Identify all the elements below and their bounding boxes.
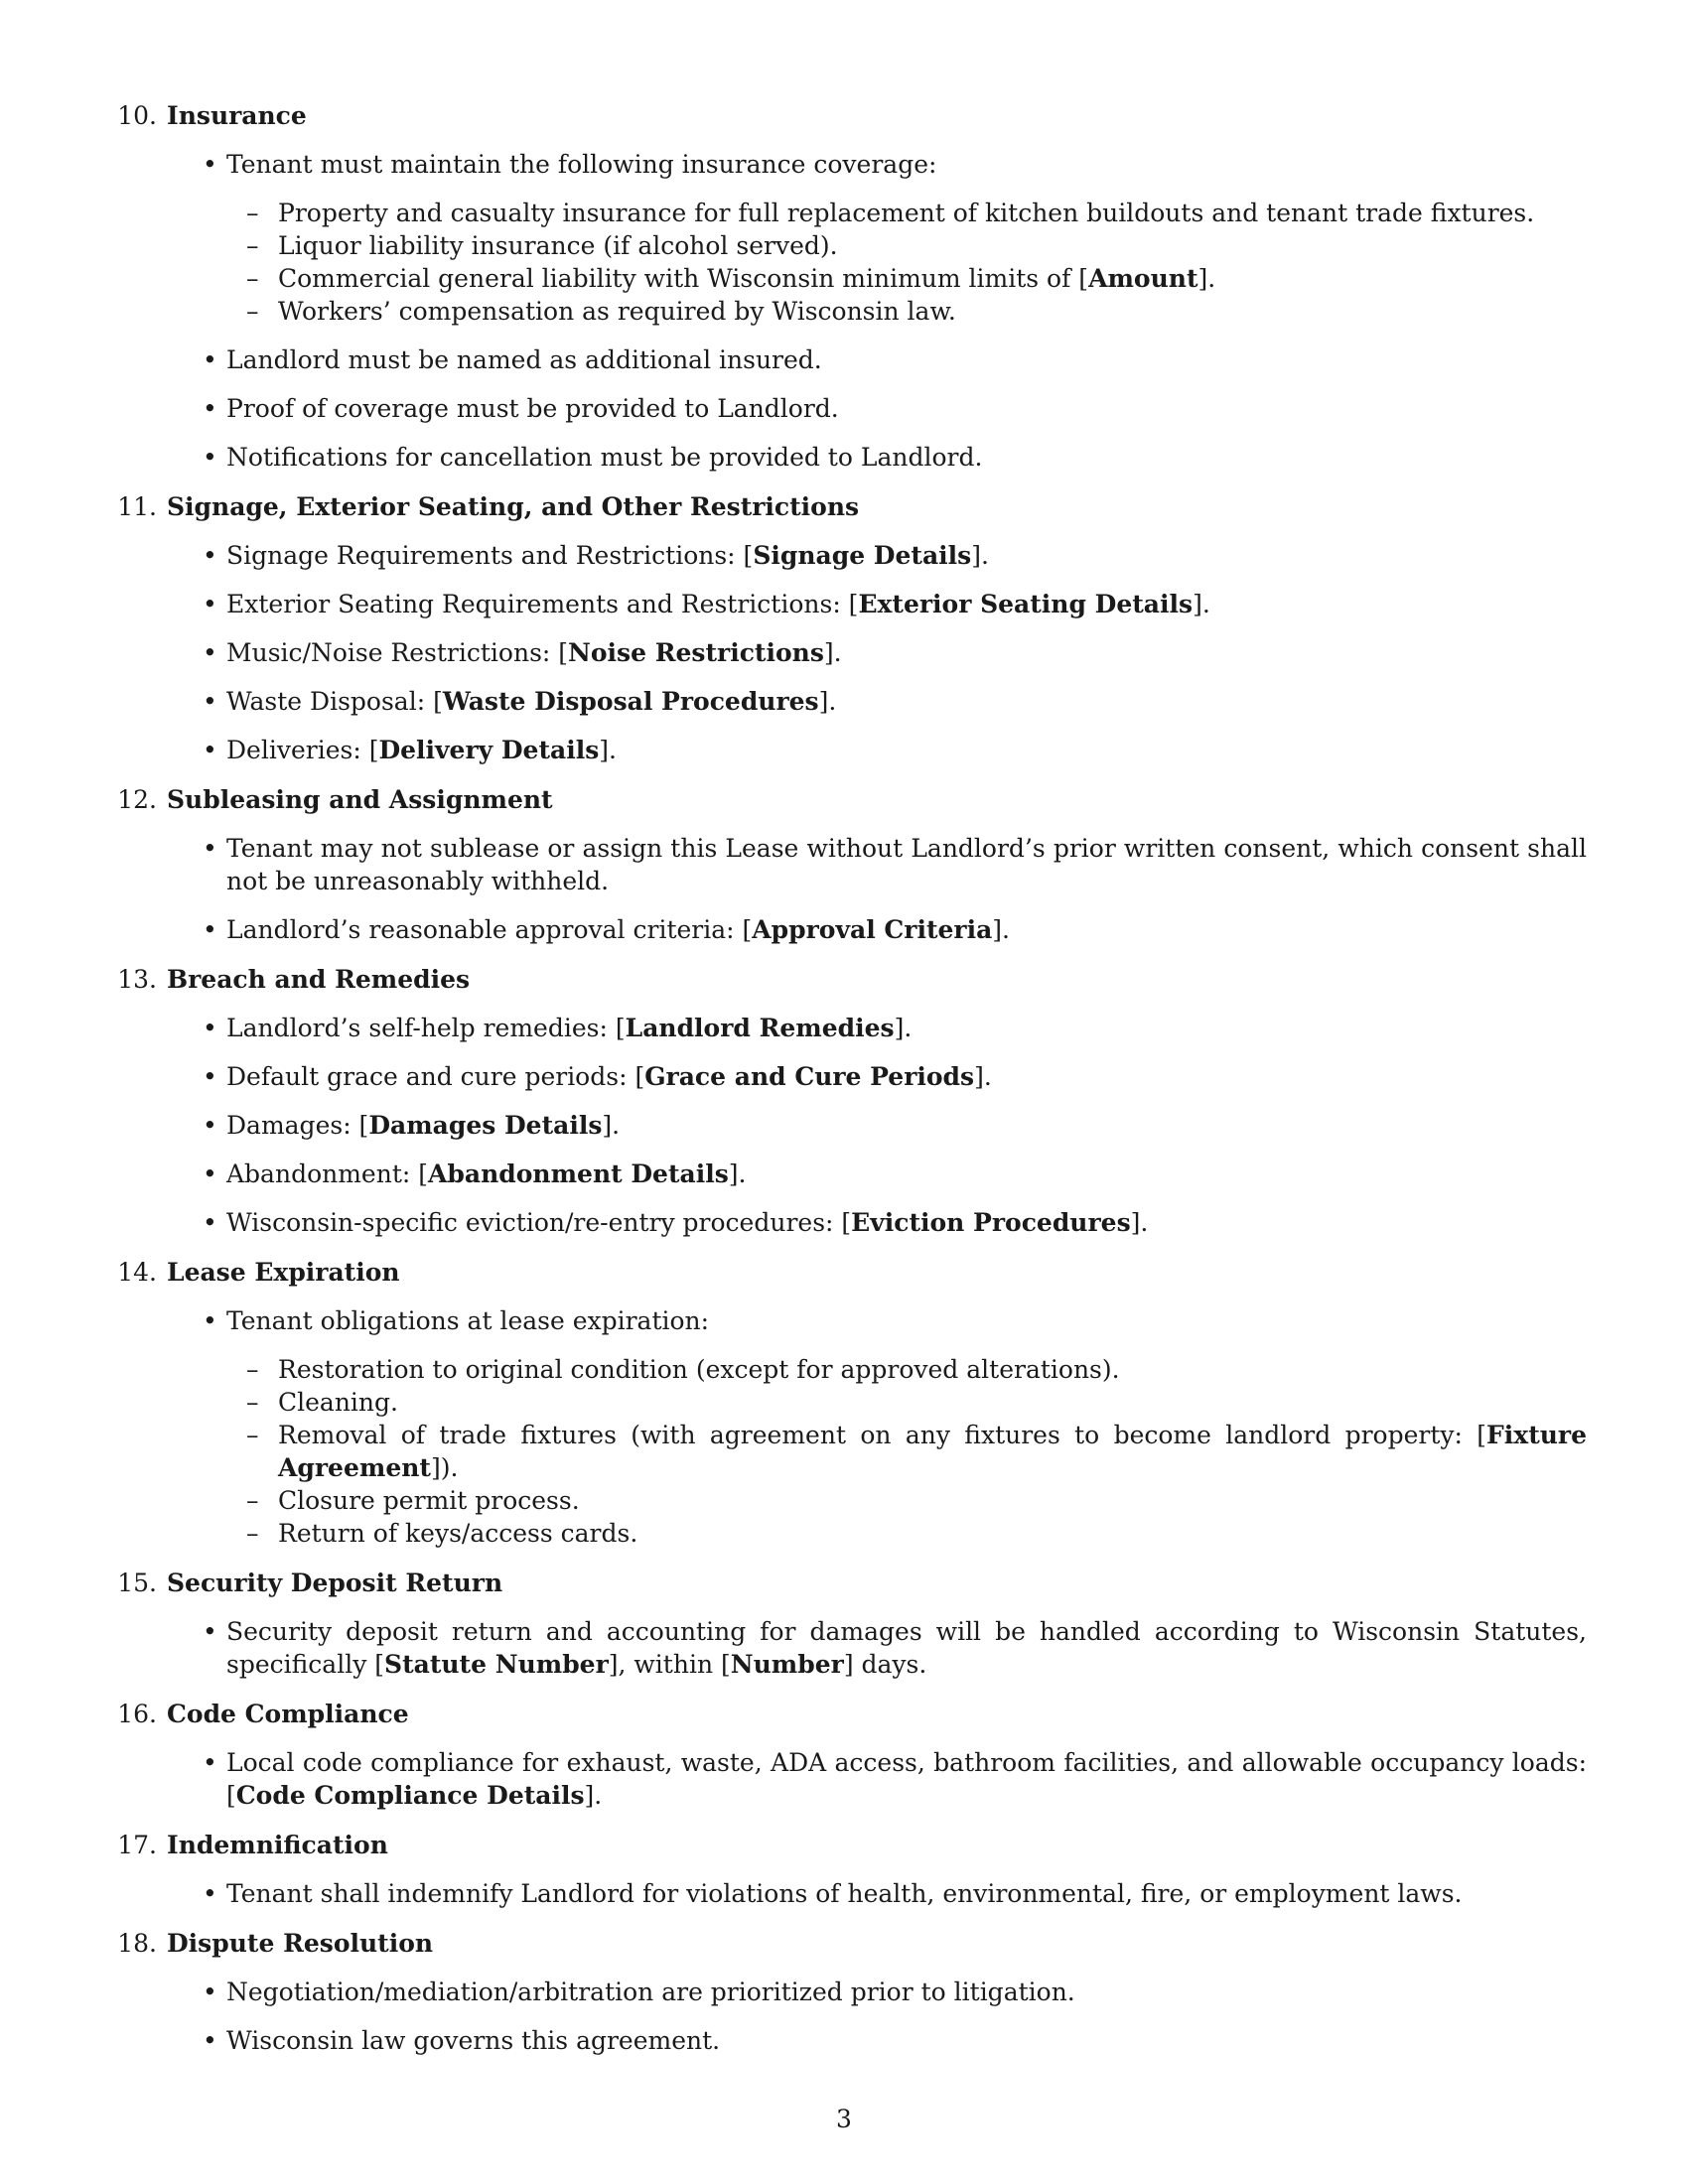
list-item: • Landlord must be named as additional insured. <box>203 345 822 374</box>
bullet-icon: • <box>203 150 217 179</box>
section-insurance <box>117 99 1587 474</box>
bullet-icon: • <box>203 1748 217 1777</box>
bullet-icon: • <box>203 1062 217 1091</box>
bullet-icon: • <box>203 1617 217 1646</box>
section-title: Security Deposit Return <box>167 1569 503 1597</box>
list-item: • Proof of coverage must be provided to Landlord. <box>203 394 839 423</box>
placeholder-statute-number: Statute Number <box>384 1650 609 1679</box>
bullet-list <box>117 1012 1587 1239</box>
section-heading <box>117 963 1587 996</box>
bullet-icon: • <box>203 541 217 570</box>
list-item: • Landlord’s reasonable approval criteria: [Approval Criteria]. <box>203 915 1010 944</box>
section-heading <box>117 783 1587 816</box>
list-item: • Abandonment: [Abandonment Details]. <box>203 1160 747 1188</box>
sub-list-item: – Liquor liability insurance (if alcohol served). <box>246 231 838 260</box>
list-item: • Exterior Seating Requirements and Restrictions: [Exterior Seating Details]. <box>203 590 1210 618</box>
sub-list-item: – Property and casualty insurance for full replacement of kitchen buildouts and tenant trade fixtures. <box>246 199 1535 227</box>
placeholder-damages-details: Damages Details <box>368 1111 603 1140</box>
section-number: 15. <box>117 1569 157 1597</box>
section-lease-expiration <box>117 1256 1587 1550</box>
list-item: • Tenant must maintain the following insurance coverage: – Property and casualty insurance for full replacement of kitchen buildouts and tenant trade fixtures. – Liquor liability insurance (if alcohol served). – Commercial general liability with Wisconsin minimum limits of [Amount]. – Workers’ compensation as required by Wisconsin law. <box>226 148 1587 328</box>
section-dispute-resolution <box>117 1927 1587 2057</box>
section-number: 12. <box>117 785 157 814</box>
bullet-list <box>117 148 1587 474</box>
section-heading <box>117 490 1587 523</box>
bullet-list <box>117 539 1587 766</box>
sub-list-item: – Restoration to original condition (except for approved alterations). <box>246 1355 1120 1384</box>
section-number: 18. <box>117 1929 157 1958</box>
dash-icon: – <box>246 297 259 326</box>
list-item: • Damages: [Damages Details]. <box>203 1111 621 1140</box>
dash-icon: – <box>246 1486 259 1515</box>
section-title: Code Compliance <box>167 1700 409 1728</box>
section-heading <box>117 99 1587 132</box>
sub-list-item: – Workers’ compensation as required by Wisconsin law. <box>246 297 956 326</box>
section-subleasing <box>117 783 1587 946</box>
list-item: • Negotiation/mediation/arbitration are prioritized prior to litigation. <box>203 1978 1075 2006</box>
bullet-icon: • <box>203 1014 217 1042</box>
dash-icon: – <box>246 1388 259 1417</box>
list-item: • Deliveries: [Delivery Details]. <box>203 736 617 764</box>
section-number: 11. <box>117 492 157 521</box>
dash-icon: – <box>246 231 259 260</box>
placeholder-code-compliance: Code Compliance Details <box>235 1781 585 1810</box>
list-item: • Local code compliance for exhaust, waste, ADA access, bathroom facilities, and allowable occupancy loads: [Code Compliance Details]. <box>203 1748 1587 1810</box>
bullet-list <box>117 1615 1587 1681</box>
list-item: • Notifications for cancellation must be provided to Landlord. <box>203 443 983 472</box>
section-title: Insurance <box>167 101 307 130</box>
section-number: 10. <box>117 101 157 130</box>
placeholder-number: Number <box>730 1650 844 1679</box>
placeholder-amount: Amount <box>1088 264 1198 293</box>
list-item: • Music/Noise Restrictions: [Noise Restrictions]. <box>203 638 842 667</box>
list-item: • Default grace and cure periods: [Grace and Cure Periods]. <box>203 1062 992 1091</box>
section-number: 13. <box>117 965 157 994</box>
section-signage <box>117 490 1587 766</box>
section-title: Breach and Remedies <box>167 965 471 994</box>
bullet-icon: • <box>203 915 217 944</box>
placeholder-fixture-agreement: Fixture Agreement <box>278 1421 1587 1482</box>
placeholder-grace-cure: Grace and Cure Periods <box>644 1062 975 1091</box>
sub-list-item: – Removal of trade fixtures (with agreement on any fixtures to become landlord property: [Fixture Agreement]). <box>246 1421 1587 1482</box>
bullet-list <box>117 1877 1587 1910</box>
section-number: 16. <box>117 1700 157 1728</box>
bullet-list <box>117 1746 1587 1812</box>
sub-list-item: – Cleaning. <box>246 1388 398 1417</box>
bullet-icon: • <box>203 1879 217 1908</box>
bullet-icon: • <box>203 1111 217 1140</box>
sub-list-item: – Return of keys/access cards. <box>246 1519 638 1548</box>
list-item: • Landlord’s self-help remedies: [Landlord Remedies]. <box>203 1014 913 1042</box>
dash-icon: – <box>246 199 259 227</box>
bullet-icon: • <box>203 736 217 764</box>
dash-icon: – <box>246 1355 259 1384</box>
list-item: • Waste Disposal: [Waste Disposal Procedures]. <box>203 687 837 716</box>
section-heading <box>117 1927 1587 1960</box>
bullet-icon: • <box>203 345 217 374</box>
section-security-deposit <box>117 1567 1587 1681</box>
list-item: • Wisconsin-specific eviction/re-entry procedures: [Eviction Procedures]. <box>203 1208 1149 1237</box>
placeholder-waste-disposal: Waste Disposal Procedures <box>442 687 819 716</box>
section-heading <box>117 1567 1587 1599</box>
dash-icon: – <box>246 1519 259 1548</box>
placeholder-eviction-procedures: Eviction Procedures <box>851 1208 1131 1237</box>
section-title: Signage, Exterior Seating, and Other Restrictions <box>167 492 860 521</box>
placeholder-noise-restrictions: Noise Restrictions <box>568 638 824 667</box>
section-code-compliance <box>117 1698 1587 1812</box>
list-item: • Tenant obligations at lease expiration: – Restoration to original condition (except for approved alterations). – Cleaning. – Removal of trade fixtures (with agreement on any fixtures to become landlord property: [Fixture Agreement]). – Closure permit process. – Return of keys/access cards. <box>203 1306 1587 1548</box>
page-number: 3 <box>836 2105 852 2133</box>
bullet-icon: • <box>203 443 217 472</box>
section-number: 17. <box>117 1831 157 1859</box>
sub-list <box>226 197 1587 328</box>
bullet-icon: • <box>203 1306 217 1335</box>
bullet-icon: • <box>203 638 217 667</box>
bullet-icon: • <box>203 687 217 716</box>
section-heading <box>117 1829 1587 1861</box>
bullet-icon: • <box>203 394 217 423</box>
section-heading <box>117 1256 1587 1289</box>
section-title: Lease Expiration <box>167 1258 400 1287</box>
section-title: Dispute Resolution <box>167 1929 434 1958</box>
bullet-list <box>117 1976 1587 2057</box>
section-heading <box>117 1698 1587 1730</box>
bullet-icon: • <box>203 590 217 618</box>
placeholder-delivery-details: Delivery Details <box>378 736 600 764</box>
placeholder-approval-criteria: Approval Criteria <box>752 915 993 944</box>
bullet-icon: • <box>203 1160 217 1188</box>
list-item: • Signage Requirements and Restrictions: [Signage Details]. <box>203 541 989 570</box>
placeholder-signage-details: Signage Details <box>753 541 972 570</box>
list-item: • Security deposit return and accounting for damages will be handled according to Wisconsin Statutes, specifically [Statute Number], within [Number] days. <box>203 1617 1587 1679</box>
bullet-icon: • <box>203 1208 217 1237</box>
bullet-list <box>117 832 1587 946</box>
placeholder-abandonment-details: Abandonment Details <box>428 1160 729 1188</box>
dash-icon: – <box>246 264 259 293</box>
list-item: • Tenant may not sublease or assign this Lease without Landlord’s prior written consent, which consent shall not be unreasonably withheld. <box>203 834 1587 895</box>
dash-icon: – <box>246 1421 259 1449</box>
section-breach <box>117 963 1587 1239</box>
lease-clauses <box>117 99 1587 2074</box>
section-number: 14. <box>117 1258 157 1287</box>
section-indemnification <box>117 1829 1587 1910</box>
bullet-icon: • <box>203 834 217 863</box>
section-title: Indemnification <box>167 1831 388 1859</box>
placeholder-exterior-seating: Exterior Seating Details <box>858 590 1194 618</box>
section-title: Subleasing and Assignment <box>167 785 553 814</box>
list-item: • Wisconsin law governs this agreement. <box>203 2026 721 2055</box>
sub-list-item: – Closure permit process. <box>246 1486 580 1515</box>
bullet-icon: • <box>203 1978 217 2006</box>
placeholder-landlord-remedies: Landlord Remedies <box>625 1014 895 1042</box>
bullet-icon: • <box>203 2026 217 2055</box>
bullet-list <box>117 1304 1587 1550</box>
list-item: • Tenant shall indemnify Landlord for violations of health, environmental, fire, or employment laws. <box>203 1879 1463 1908</box>
sub-list-item: – Commercial general liability with Wisconsin minimum limits of [Amount]. <box>246 264 1216 293</box>
sub-list <box>226 1353 1587 1550</box>
